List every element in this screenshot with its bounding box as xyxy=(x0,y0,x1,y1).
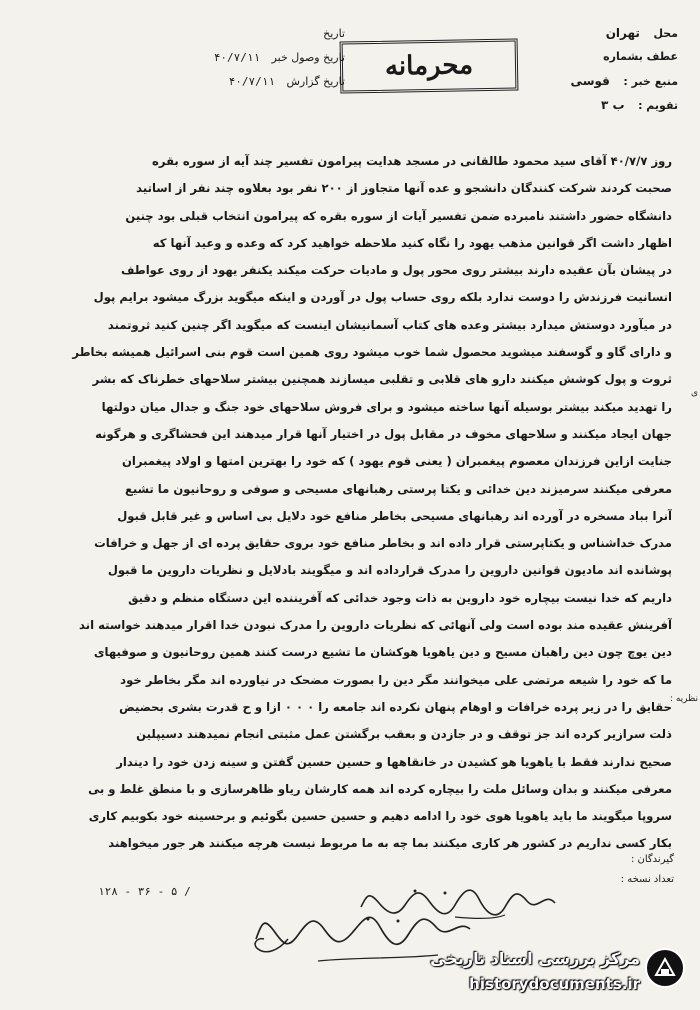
place-value: تهران xyxy=(605,26,640,40)
recipients-label: گیرندگان : xyxy=(630,854,674,865)
body-line: ثروت و پول کوشش میکنند دارو های قلابی و تقلبی میسازند همچنین بیشتر سلاحهای خطرناک که بشر xyxy=(92,372,672,387)
body-line: آفرینش عقیده مند بوده است ولی آنهائی که نظریات داروین را مدرک نبودن خدا اقرار میدهند خواسته اند xyxy=(79,618,672,633)
calendar-label: تقویم : xyxy=(638,99,678,112)
report-row xyxy=(165,70,345,94)
body-line: جهان ایجاد میکنند و سلاحهای مخوف در مقابل پول در اختیار آنها قرار میدهند این فحشاگری و هرگونه xyxy=(95,426,672,441)
body-line: صحیح ندارند فقط با یاهویا هو کشیدن در خانقاهها و حسین حسین گفتن و سینه زدن خود را دیندار xyxy=(116,754,672,769)
body-line: در میآورد دوستش میدارد بیشتر وعده های کتاب آسمانیشان اینست که میگوید اگر چنین کنید ثروتمند xyxy=(107,317,672,332)
body-line: بکار کسی نداریم در کشور هر کاری میکنند بما چه به ما مربوط نیست هرچه میکنند هر جور میخواهند xyxy=(108,836,672,851)
calendar-value: ب ۳ xyxy=(600,98,625,112)
body-line: ما که خود را شیعه مرتضی علی میخوانند مگر دین را بصورت مضحک در نیاورده اند مگر بخاطر خود xyxy=(120,672,672,687)
archive-logo-icon xyxy=(644,947,686,989)
body-line: روز ۴۰/۷/۷ آقای سید محمود طالقانی در مسجد هدایت پیرامون تفسیر چند آیه از سوره بقره xyxy=(152,154,672,168)
body-line: معرفی میکنند سرمیزند دین خدائی و یکتا پرستی رهبانهای مسیحی و صوفی و روحانیون ما تشیع xyxy=(124,481,672,496)
ref-row xyxy=(528,46,678,70)
header-dates-block xyxy=(165,22,345,94)
received-value: ۴۰/۷/۱۱ xyxy=(213,51,261,64)
watermark-url: historydocuments.ir xyxy=(469,975,640,993)
body-line: دانشگاه حضور داشتند نامبرده ضمن تفسیر آیات از سوره بقره که پیرامون انتخاب قبلی بود چنین xyxy=(125,208,672,223)
watermark-title: مرکز بررسی اسناد تاریخی xyxy=(430,949,640,968)
source-label: منبع خبر : xyxy=(623,75,678,88)
body-line: جنایت ازاین فرزندان معصوم پیغمبران ( یعنی قوم یهود ) که خود را بهترین امتها و اولاد پیغمبران xyxy=(122,454,672,469)
body-line: معرفی میکنند و بدان وسائل ملت را بیچاره کرده اند همه کارشان ریاو ظاهرسازی و با منطق غلط و بی xyxy=(88,781,672,796)
body-line: داریم که خدا نیست بیچاره خود داروین به ذات وجود خدائی که آفریننده این دستگاه منظم و دقیق xyxy=(128,590,672,605)
body-line: مدرک خداشناس و یکتاپرستی قرار داده اند و بخاطر منافع خود بروی حقایق پرده ای از جهل و خرافات xyxy=(94,536,672,551)
margin-note: ی xyxy=(690,388,698,398)
body-line: ذلت سرازیر کرده اند جز توقف و در جازدن و بعقب برگشتن عمل مثبتی انجام نمیدهند دسیپلین xyxy=(136,727,672,742)
watermark xyxy=(420,945,692,1003)
header-right-block xyxy=(528,22,678,118)
body-line: حقایق را در زیر پرده خرافات و اوهام پنهان نکرده اند جامعه را ۰ ۰ ۰ ازا و ح قدرت بشری بحضیض xyxy=(119,699,672,714)
body-line: پوشانده اند مادیون قوانین داروین را مدرک قرارداده اند و میگویند بادلایل و نظریات داروین ما قبول xyxy=(107,563,672,578)
footer-labels xyxy=(621,850,674,890)
body-line: اظهار داشت اگر قوانین مذهب یهود را نگاه کنید ملاحظه خواهید کرد که وعده و وعید آنها که xyxy=(152,235,672,250)
received-label: تاریخ وصول خبر xyxy=(271,51,345,64)
place-label: محل xyxy=(653,27,678,40)
report-value: ۴۰/۷/۱۱ xyxy=(228,75,275,88)
ref-label: عطف بشماره xyxy=(603,50,678,63)
date-label: تاریخ xyxy=(323,27,345,40)
source-value: قوسی xyxy=(570,74,610,88)
report-label: تاریخ گزارش xyxy=(286,75,345,88)
body-line: دین یوچ چون دین راهبان مسیح و دین یاهویا هوکشان ما تشیع درست کنند همین روحانیون و صوفیهای xyxy=(93,645,672,660)
report-body xyxy=(24,148,672,858)
received-row xyxy=(165,46,345,70)
archive-number: ۱۲۸ - ۳۶ - ۵ / xyxy=(98,885,191,898)
body-line: را تهدید میکند بیشتر بوسیله آنها ساخته میشود و برای فروش سلاحهای خود جنگ و جدال میان دولتها xyxy=(101,399,672,414)
place-row xyxy=(528,22,678,46)
source-row xyxy=(528,70,678,94)
body-line: صحبت کردند شرکت کنندگان دانشجو و عده آنها متجاوز از ۲۰۰ نفر بود بعلاوه چند نفر از اساتید xyxy=(136,181,672,196)
confidential-stamp: محرمانه xyxy=(340,38,519,93)
body-line: در پیشان بآن عقیده دارند بیشتر روی محور پول و مادیات حرکت میکند یکنفر یهود از روی عواطف xyxy=(120,263,672,278)
body-line: آنرا بباد مسخره در آورده اند رهبانهای مسیحی بخاطر منافع خود دلایل بی اساس و غیر قابل قبول xyxy=(117,508,672,523)
copies-label: تعداد نسخه : xyxy=(620,874,674,885)
body-line: انسانیت فرزندش را دوست ندارد بلکه روی حساب پول در آوردن و اینکه میگوید بزرگ میشود برایم پول xyxy=(93,290,672,305)
body-line: سروپا میگویند ما باید یاهویا هوی خود را ادامه دهیم و حسین حسین بگوئیم و برحسینه خود بکوبیم کاری xyxy=(88,809,672,824)
margin-note-opinion: نظریه : xyxy=(669,694,698,704)
calendar-row xyxy=(528,94,678,118)
body-line: و دارای گاو و گوسفند میشوید محصول شما خوب میشود روی همین است قوم بنی اسرائیل همیشه بخاطر xyxy=(72,345,672,360)
date-row xyxy=(165,22,345,46)
